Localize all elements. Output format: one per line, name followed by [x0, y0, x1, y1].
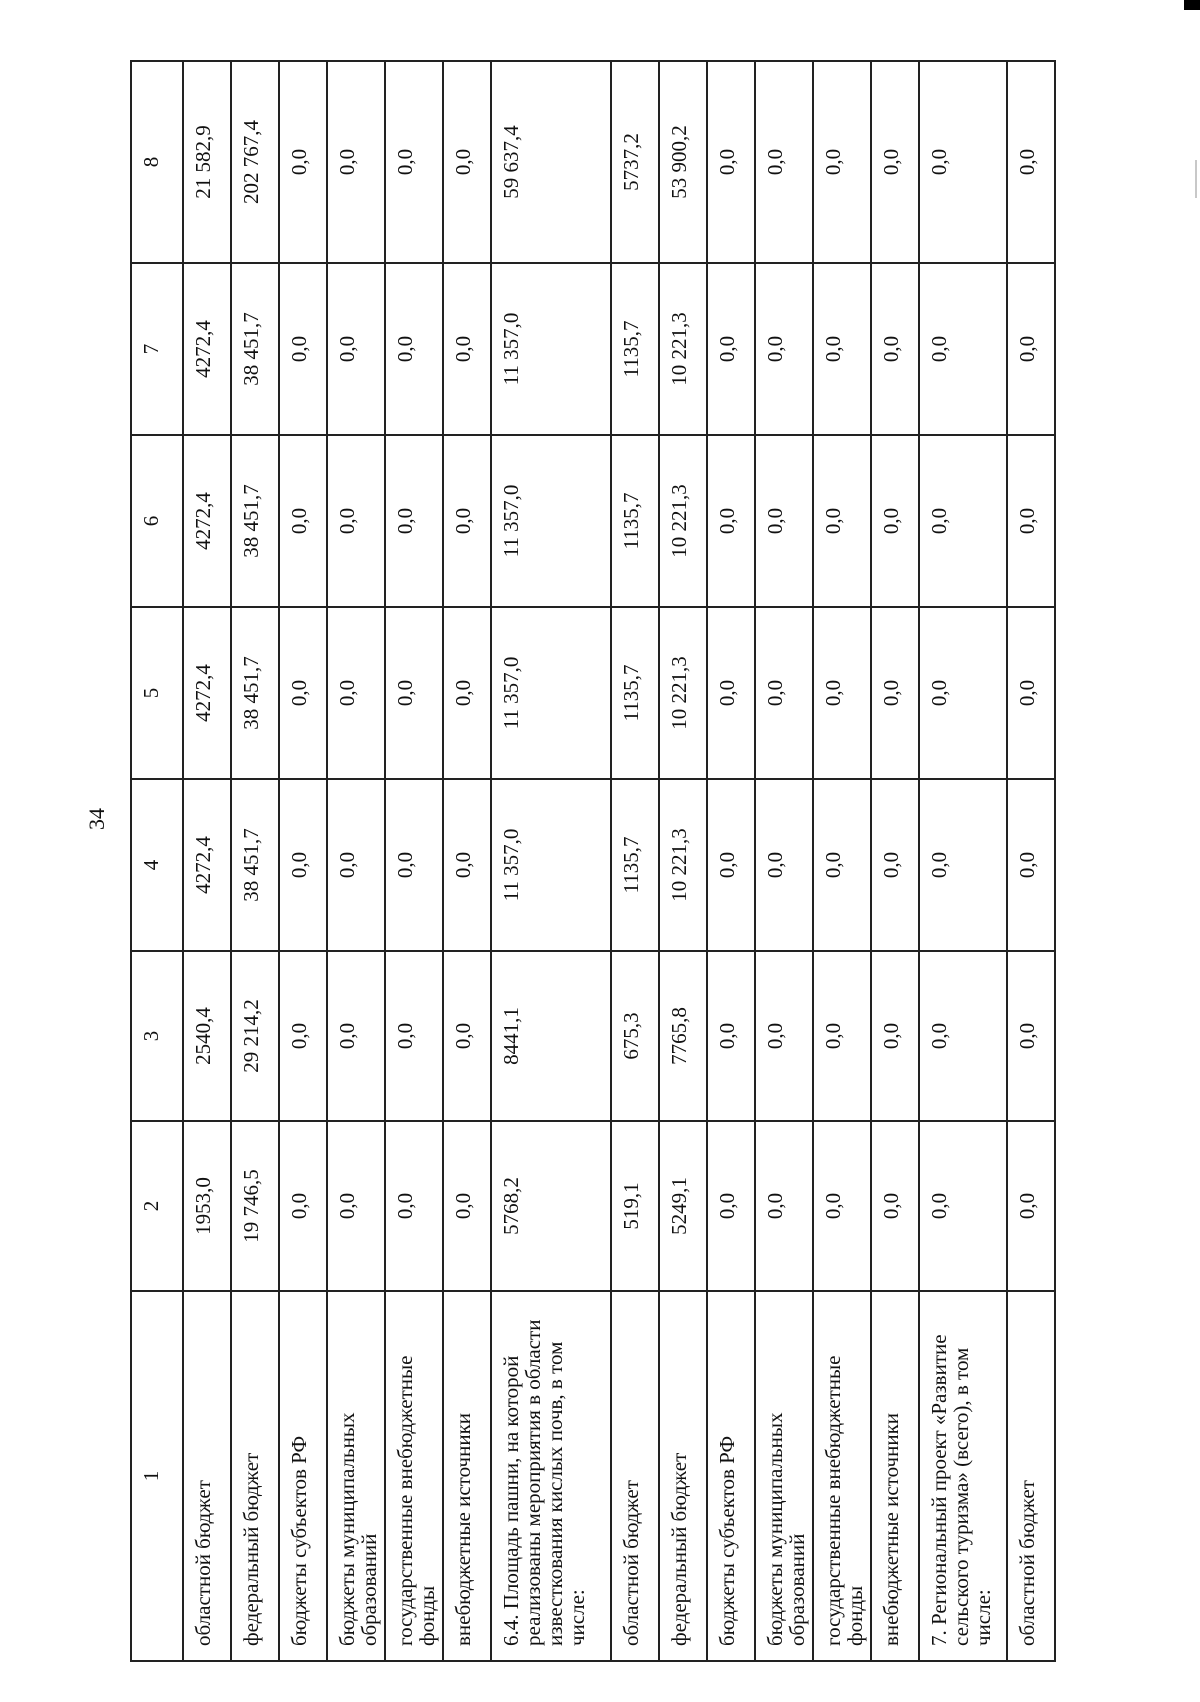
row-label: внебюджетные источники [443, 1291, 491, 1661]
table-cell: 0,0 [1007, 779, 1055, 951]
table-row [755, 61, 813, 1661]
row-label: областной бюджет [183, 1291, 231, 1661]
table-cell: 0,0 [443, 435, 491, 607]
scan-edge-line [1195, 160, 1197, 198]
table-cell: 0,0 [919, 435, 1007, 607]
table-cell: 0,0 [279, 779, 327, 951]
table-cell: 0,0 [385, 61, 443, 263]
table-cell: 38 451,7 [231, 607, 279, 779]
table-cell: 10 221,3 [659, 607, 707, 779]
table-cell: 1135,7 [611, 263, 659, 435]
table-cell: 0,0 [813, 951, 871, 1121]
table-cell: 1135,7 [611, 607, 659, 779]
table-cell: 0,0 [871, 263, 919, 435]
table-cell: 0,0 [871, 951, 919, 1121]
table-cell: 0,0 [279, 951, 327, 1121]
table-cell: 0,0 [755, 263, 813, 435]
table-cell: 0,0 [813, 263, 871, 435]
table-cell: 38 451,7 [231, 263, 279, 435]
table-cell: 0,0 [385, 779, 443, 951]
table-row [279, 61, 327, 1661]
table-cell: 0,0 [871, 779, 919, 951]
table-cell: 0,0 [443, 263, 491, 435]
table-cell: 0,0 [919, 263, 1007, 435]
table-cell: 11 357,0 [491, 607, 611, 779]
row-label: федеральный бюджет [659, 1291, 707, 1661]
table-cell: 19 746,5 [231, 1121, 279, 1291]
column-header: 8 [131, 61, 183, 263]
table-cell: 59 637,4 [491, 61, 611, 263]
column-header: 2 [131, 1121, 183, 1291]
table-cell: 11 357,0 [491, 435, 611, 607]
table-cell: 0,0 [279, 61, 327, 263]
table-row [491, 61, 611, 1661]
table-cell: 0,0 [385, 263, 443, 435]
table-cell: 0,0 [813, 1121, 871, 1291]
table-cell: 519,1 [611, 1121, 659, 1291]
table-cell: 8441,1 [491, 951, 611, 1121]
table-cell: 0,0 [919, 779, 1007, 951]
table-row [327, 61, 385, 1661]
table-row [1007, 61, 1055, 1661]
row-label: бюджеты субъектов РФ [707, 1291, 755, 1661]
row-label: бюджеты субъектов РФ [279, 1291, 327, 1661]
table-cell: 0,0 [755, 435, 813, 607]
table-cell: 0,0 [1007, 607, 1055, 779]
table-cell: 0,0 [1007, 61, 1055, 263]
table-cell: 38 451,7 [231, 779, 279, 951]
table-cell: 0,0 [385, 951, 443, 1121]
table-cell: 0,0 [755, 1121, 813, 1291]
budget-table [130, 60, 1056, 1662]
table-cell: 0,0 [871, 607, 919, 779]
table-cell: 11 357,0 [491, 263, 611, 435]
table-row [385, 61, 443, 1661]
table-row [871, 61, 919, 1661]
table-cell: 0,0 [919, 607, 1007, 779]
table-cell: 1135,7 [611, 779, 659, 951]
table-cell: 10 221,3 [659, 435, 707, 607]
table-row [443, 61, 491, 1661]
table-cell: 5249,1 [659, 1121, 707, 1291]
table-cell: 0,0 [443, 951, 491, 1121]
row-label: федеральный бюджет [231, 1291, 279, 1661]
table-cell: 1953,0 [183, 1121, 231, 1291]
column-header: 3 [131, 951, 183, 1121]
table-cell: 0,0 [707, 263, 755, 435]
column-header: 1 [131, 1291, 183, 1661]
table-cell: 0,0 [385, 435, 443, 607]
row-label: внебюджетные источники [871, 1291, 919, 1661]
table-cell: 0,0 [1007, 951, 1055, 1121]
table-cell: 0,0 [327, 263, 385, 435]
table-cell: 0,0 [707, 435, 755, 607]
table-cell: 0,0 [443, 1121, 491, 1291]
column-header: 6 [131, 435, 183, 607]
table-cell: 0,0 [813, 435, 871, 607]
table-cell: 5737,2 [611, 61, 659, 263]
table-cell: 0,0 [707, 1121, 755, 1291]
table-cell: 0,0 [707, 951, 755, 1121]
rotated-table-container [130, 62, 1040, 1662]
row-label: государственные внебюджетные фонды [385, 1291, 443, 1661]
table-cell: 0,0 [327, 607, 385, 779]
table-cell: 0,0 [1007, 435, 1055, 607]
table-cell: 0,0 [707, 779, 755, 951]
table-cell: 0,0 [1007, 1121, 1055, 1291]
table-cell: 202 767,4 [231, 61, 279, 263]
table-cell: 0,0 [327, 779, 385, 951]
table-cell: 0,0 [871, 61, 919, 263]
table-cell: 0,0 [919, 951, 1007, 1121]
table-cell: 0,0 [813, 607, 871, 779]
table-cell: 0,0 [707, 607, 755, 779]
table-cell: 0,0 [755, 61, 813, 263]
table-cell: 10 221,3 [659, 263, 707, 435]
table-cell: 7765,8 [659, 951, 707, 1121]
row-label: бюджеты муниципальных образований [327, 1291, 385, 1661]
table-cell: 0,0 [443, 779, 491, 951]
table-cell: 5768,2 [491, 1121, 611, 1291]
table-cell: 0,0 [279, 263, 327, 435]
table-cell: 0,0 [919, 1121, 1007, 1291]
row-label: бюджеты муниципальных образований [755, 1291, 813, 1661]
table-cell: 0,0 [279, 607, 327, 779]
table-cell: 0,0 [755, 607, 813, 779]
table-cell: 1135,7 [611, 435, 659, 607]
table-cell: 2540,4 [183, 951, 231, 1121]
table-cell: 0,0 [1007, 263, 1055, 435]
table-cell: 0,0 [327, 1121, 385, 1291]
row-label: государственные внебюджетные фонды [813, 1291, 871, 1661]
table-cell: 0,0 [871, 435, 919, 607]
table-cell: 4272,4 [183, 607, 231, 779]
table-row [183, 61, 231, 1661]
table-cell: 4272,4 [183, 263, 231, 435]
table-cell: 29 214,2 [231, 951, 279, 1121]
table-cell: 0,0 [707, 61, 755, 263]
table-cell: 0,0 [919, 61, 1007, 263]
table-cell: 0,0 [813, 61, 871, 263]
header-row [131, 61, 183, 1661]
table-row [231, 61, 279, 1661]
table-cell: 0,0 [443, 61, 491, 263]
row-label: областной бюджет [1007, 1291, 1055, 1661]
table-cell: 11 357,0 [491, 779, 611, 951]
table-row [813, 61, 871, 1661]
row-label: 6.4. Площадь пашни, на которой реализованы мероприятия в области известкования кислых почв, в том числе: [491, 1291, 611, 1661]
table-row [919, 61, 1007, 1661]
table-cell: 21 582,9 [183, 61, 231, 263]
table-cell: 0,0 [813, 779, 871, 951]
table-cell: 4272,4 [183, 779, 231, 951]
table-cell: 0,0 [327, 61, 385, 263]
table-cell: 38 451,7 [231, 435, 279, 607]
row-label: областной бюджет [611, 1291, 659, 1661]
table-cell: 0,0 [279, 435, 327, 607]
column-header: 5 [131, 607, 183, 779]
table-cell: 675,3 [611, 951, 659, 1121]
page-number: 34 [84, 808, 109, 830]
table-cell: 0,0 [327, 951, 385, 1121]
table-cell: 0,0 [443, 607, 491, 779]
column-header: 7 [131, 263, 183, 435]
row-label: 7. Региональный проект «Развитие сельского туризма» (всего), в том числе: [919, 1291, 1007, 1661]
table-cell: 0,0 [755, 779, 813, 951]
table-cell: 0,0 [385, 607, 443, 779]
table-row [707, 61, 755, 1661]
table-body [131, 61, 1055, 1661]
table-cell: 0,0 [385, 1121, 443, 1291]
table-cell: 0,0 [327, 435, 385, 607]
scan-edge-mark [1184, 0, 1200, 10]
table-cell: 0,0 [871, 1121, 919, 1291]
table-cell: 4272,4 [183, 435, 231, 607]
table-cell: 53 900,2 [659, 61, 707, 263]
table-row [611, 61, 659, 1661]
table-row [659, 61, 707, 1661]
table-cell: 0,0 [755, 951, 813, 1121]
table-cell: 10 221,3 [659, 779, 707, 951]
table-cell: 0,0 [279, 1121, 327, 1291]
column-header: 4 [131, 779, 183, 951]
